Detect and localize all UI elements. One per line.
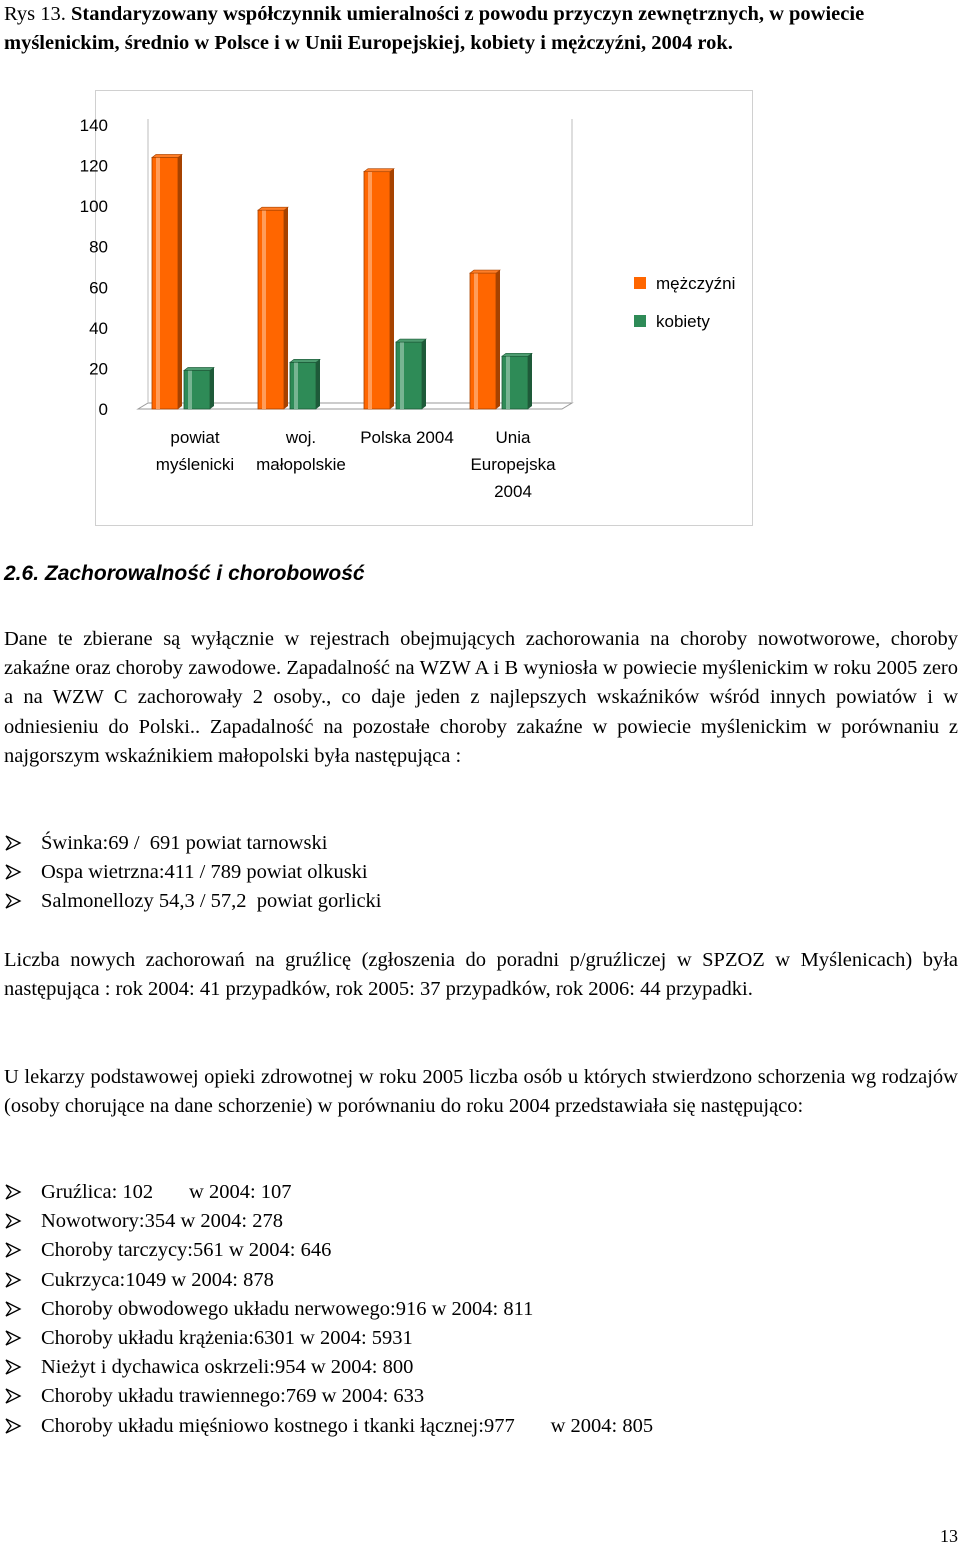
infectious-disease-list: [4, 829, 381, 917]
bar-women-1: [290, 362, 316, 409]
bar-women-2: [396, 342, 422, 409]
bar-chart: [79, 91, 754, 527]
diseases-comparison-list: [4, 1178, 653, 1441]
arrow-bullet-icon: [5, 1272, 21, 1288]
bar-women-2-highlight: [400, 342, 404, 409]
list-item: [4, 1353, 653, 1382]
bar-women-1-top: [290, 359, 320, 362]
bar-women-1-highlight: [294, 362, 298, 409]
x-tick-label: Unia: [495, 428, 531, 447]
list-item-text: Gruźlica: 102 w 2004: 107: [41, 1181, 292, 1203]
bar-women-1-side: [316, 359, 320, 409]
bar-men-1: [258, 210, 284, 409]
legend-swatch-women: [634, 315, 646, 327]
arrow-bullet-icon: [5, 835, 21, 851]
arrow-bullet-icon: [5, 1184, 21, 1200]
list-item-text: Nowotwory:354 w 2004: 278: [41, 1210, 284, 1233]
list-item-text: Choroby układu trawiennego:769 w 2004: 633: [41, 1385, 425, 1408]
list-item: [4, 1382, 653, 1411]
figure-caption-prefix: Rys 13.: [4, 3, 71, 25]
list-item-text: Ospa wietrzna:411 / 789 powiat olkuski: [41, 861, 368, 884]
y-tick-label: 20: [89, 359, 108, 379]
list-item: [4, 829, 381, 858]
list-item: [4, 1236, 653, 1265]
y-tick-label: 60: [89, 278, 108, 298]
list-item: [4, 1295, 653, 1324]
arrow-bullet-icon: [5, 1388, 21, 1404]
list-item: [4, 887, 381, 916]
legend-label-women: kobiety: [656, 312, 710, 331]
bar-men-0-highlight: [156, 157, 160, 409]
bar-women-3-side: [528, 353, 532, 409]
bar-women-0-side: [210, 367, 214, 409]
paragraph-intro: Dane te zbierane są wyłącznie w rejestrach obejmujących zachorowania na choroby nowotworowe, choroby zakaźne oraz choroby zawodowe. Zapadalność na WZW A i B wyniosła w powiecie myślenickim w roku 2005 zero a na WZW C zachorowały 2 osoby., co daje jeden z najlepszych wskaźników wśród innych powiatów i w odniesieniu do Polski.. Zapadalność na pozostałe choroby zakaźne w powiecie myślenickim w porównaniu z najgorszym wskaźnikiem małopolski była następująca :: [4, 628, 958, 767]
list-item-text: Salmonellozy 54,3 / 57,2 powiat gorlicki: [41, 890, 382, 913]
x-tick-label: myślenicki: [155, 455, 235, 474]
bar-women-3-top: [502, 353, 532, 356]
list-item: [4, 1207, 653, 1236]
x-tick-label: małopolskie: [256, 455, 346, 474]
y-tick-label: 40: [89, 318, 108, 338]
bar-men-3: [470, 273, 496, 409]
list-item: [4, 1266, 653, 1295]
paragraph-pozs: U lekarzy podstawowej opieki zdrowotnej w roku 2005 liczba osób u których stwierdzono schorzenia wg rodzajów (osoby chorujące na dane schorzenie) w porównaniu do roku 2004 przedstawiała się następująco:: [4, 1066, 958, 1118]
y-tick-label: 100: [79, 197, 108, 217]
bar-men-2-highlight: [368, 172, 372, 409]
arrow-bullet-icon: [5, 1330, 21, 1346]
x-tick-label: 2004: [494, 482, 532, 501]
bar-chart-frame: [79, 90, 753, 526]
list-item-text: Choroby układu mięśniowo kostnego i tkanki łącznej:977 w 2004: 805: [41, 1414, 654, 1437]
y-tick-label: 0: [98, 400, 108, 419]
list-item: [4, 1178, 653, 1207]
bar-men-3-highlight: [474, 273, 478, 409]
figure-caption: [4, 0, 958, 58]
arrow-bullet-icon: [5, 1359, 21, 1375]
bar-men-3-top: [470, 270, 500, 273]
bar-men-2-top: [364, 169, 394, 172]
list-item-text: Świnka:69 / 691 powiat tarnowski: [41, 832, 328, 854]
bar-women-3-highlight: [506, 356, 510, 409]
list-item-text: Choroby obwodowego układu nerwowego:916 w 2004: 811: [41, 1297, 534, 1320]
list-item-text: Choroby tarczycy:561 w 2004: 646: [41, 1239, 332, 1262]
arrow-bullet-icon: [5, 893, 21, 909]
paragraph-tuberculosis: Liczba nowych zachorowań na gruźlicę (zgłoszenia do poradni p/gruźliczej w SPZOZ w Myślenicach) była następująca : rok 2004: 41 przypadków, rok 2005: 37 przypadków, rok 2006: 44 przypadki.: [4, 949, 958, 1001]
bar-women-2-side: [422, 339, 426, 409]
x-tick-label: powiat: [170, 428, 220, 447]
bar-men-0: [152, 157, 178, 409]
list-item: [4, 1412, 653, 1441]
arrow-bullet-icon: [5, 1418, 21, 1434]
arrow-bullet-icon: [5, 1301, 21, 1317]
list-item: [4, 1324, 653, 1353]
y-tick-label: 140: [79, 116, 108, 135]
list-item-text: Nieżyt i dychawica oskrzeli:954 w 2004: 800: [41, 1356, 414, 1379]
figure-caption-title: Standaryzowany współczynnik umieralności z powodu przyczyn zewnętrznych, w powiecie myślenickim, średnio w Polsce i w Unii Europejskiej, kobiety i mężczyźni, 2004 rok.: [4, 3, 865, 54]
bar-women-2-top: [396, 339, 426, 342]
bar-men-0-side: [178, 154, 182, 409]
arrow-bullet-icon: [5, 1213, 21, 1229]
legend-label-men: mężczyźni: [656, 274, 736, 293]
page-number: 13: [940, 1526, 958, 1546]
bar-men-0-top: [152, 154, 182, 157]
list-item-text: Choroby układu krążenia:6301 w 2004: 5931: [41, 1327, 413, 1350]
bar-men-1-highlight: [262, 210, 266, 409]
bar-men-3-side: [496, 270, 500, 409]
arrow-bullet-icon: [5, 1242, 21, 1258]
arrow-bullet-icon: [5, 864, 21, 880]
bar-women-0: [184, 370, 210, 409]
bar-men-1-top: [258, 207, 288, 210]
y-tick-label: 120: [79, 156, 108, 176]
x-tick-label: Polska 2004: [360, 428, 454, 447]
y-tick-label: 80: [89, 237, 108, 257]
bar-men-2: [364, 172, 390, 409]
bar-women-0-highlight: [188, 370, 192, 409]
bar-men-2-side: [390, 169, 394, 409]
bar-women-0-top: [184, 367, 214, 370]
list-item-text: Cukrzyca:1049 w 2004: 878: [41, 1268, 274, 1291]
x-tick-label: woj.: [285, 428, 317, 447]
x-tick-label: Europejska: [470, 455, 556, 474]
legend-swatch-men: [634, 277, 646, 289]
list-item: [4, 858, 381, 887]
section-heading: 2.6. Zachorowalność i chorobowość: [4, 562, 365, 585]
bar-women-3: [502, 356, 528, 409]
bar-men-1-side: [284, 207, 288, 409]
